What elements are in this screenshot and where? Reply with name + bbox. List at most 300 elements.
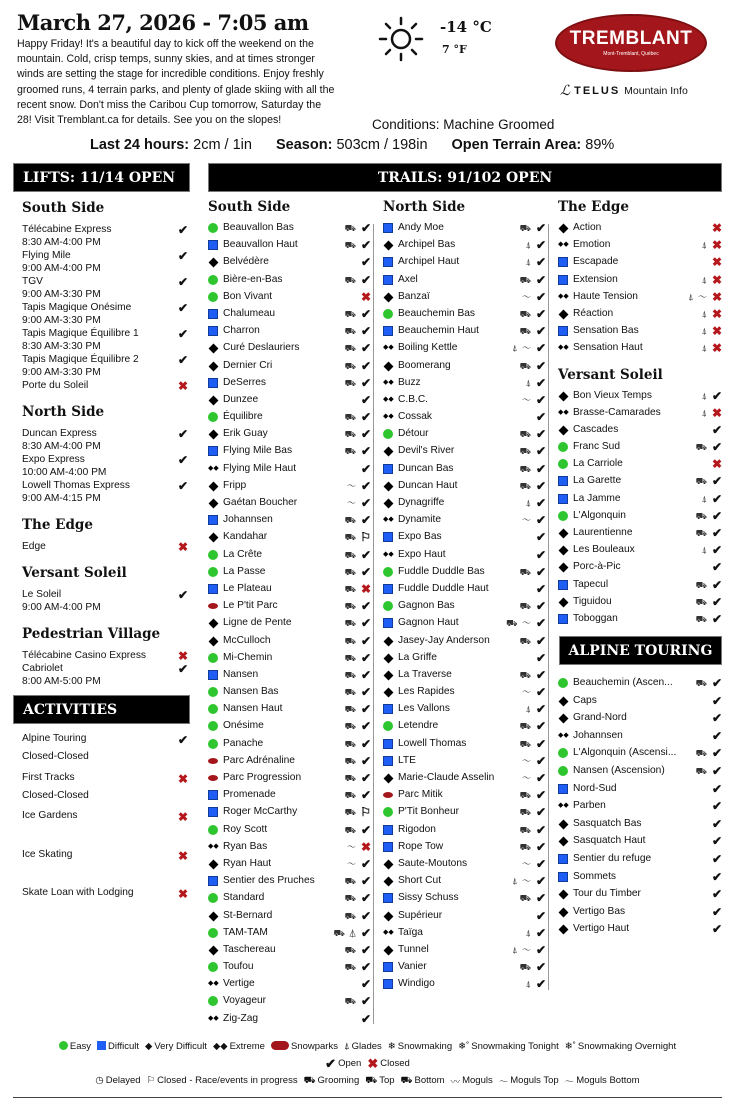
trail-name: Vertigo Haut [573, 923, 630, 935]
trail-row [383, 909, 548, 926]
trail-name: Chalumeau [223, 307, 276, 319]
trail-name: Extension [573, 273, 618, 285]
trail-row [383, 874, 548, 891]
open-check-icon: ✔ [360, 255, 371, 270]
difficult-icon [97, 1041, 106, 1053]
trail-name: La Traverse [398, 668, 452, 680]
trail-row [383, 977, 548, 994]
trail-condition-icons: ⛟ [344, 652, 357, 663]
trail-row [383, 737, 548, 754]
trail-name: Erik Guay [223, 428, 268, 440]
open-check-icon: ✔ [360, 221, 371, 235]
open-check-icon: ✔ [360, 324, 371, 339]
tremblant-logo: TREMBLANT Mont-Tremblant, Québec [555, 14, 707, 72]
trail-row [208, 462, 373, 479]
activity-row [22, 849, 192, 888]
trail-row [208, 926, 373, 943]
trail-name: Gagnon Haut [398, 617, 459, 629]
open-check-icon: ✔ [535, 238, 546, 253]
weather-panel [376, 14, 516, 64]
easy-difficulty-icon [208, 567, 218, 577]
trail-name: Réaction [573, 307, 614, 319]
very-difficulty-icon [209, 911, 219, 921]
lift-group [22, 200, 192, 392]
extreme-difficulty-icon: ◆◆ [208, 464, 219, 472]
difficult-difficulty-icon [208, 309, 218, 319]
trail-row [383, 307, 548, 324]
trail-row [558, 676, 724, 694]
trail-row [208, 341, 373, 358]
legend-item-grooming: ⛟ Grooming [303, 1074, 360, 1086]
park-difficulty-icon [208, 758, 218, 764]
difficult-difficulty-icon [558, 784, 568, 794]
trail-name: Vertigo Bas [573, 905, 626, 917]
trail-row [208, 737, 373, 754]
open-check-icon: ✔ [535, 925, 546, 940]
trail-name: Emotion [573, 239, 611, 251]
trail-name: Dynagriffe [398, 497, 445, 508]
trail-name: Kandahar [223, 531, 268, 543]
trail-condition-icons: ⛟ [344, 549, 357, 560]
trail-name: Toufou [223, 961, 254, 973]
moguls-bottom-icon: 〜 [564, 1076, 575, 1088]
trail-row [208, 719, 373, 736]
extreme-difficulty-icon: ◆◆ [383, 413, 394, 421]
easy-difficulty-icon [208, 893, 218, 903]
closed-x-icon: ✖ [177, 887, 188, 901]
lift-name: Expo Express [22, 454, 85, 465]
trail-row [558, 440, 724, 457]
legend-item-delayed: ◷ Delayed [95, 1075, 141, 1086]
extreme-difficulty-icon: ◆◆ [208, 842, 219, 850]
legend-item-difficult: Difficult [97, 1041, 139, 1053]
glades-icon: ⍋ [343, 1041, 350, 1052]
trail-name: Dunzee [223, 393, 259, 405]
trail-name: Beauchemin Bas [398, 307, 476, 319]
open-check-icon: ✔ [360, 753, 371, 768]
open-check-icon: ✔ [711, 440, 722, 455]
trail-row [383, 341, 548, 358]
snowmaking-icon: ❄ [387, 1041, 396, 1052]
trail-row [558, 457, 724, 474]
closed-x-icon: ✖ [177, 379, 188, 393]
trail-row [558, 764, 724, 782]
trail-row [208, 634, 373, 651]
very-difficulty-icon [384, 877, 394, 887]
extreme-difficulty-icon: ◆◆ [208, 1014, 219, 1022]
lift-row [22, 649, 192, 662]
trail-row [208, 444, 373, 461]
open-check-icon: ✔ [360, 427, 371, 442]
open-check-icon: ✔ [360, 564, 371, 579]
open-check-icon: ✔ [360, 341, 371, 356]
trail-name: Tour du Timber [573, 888, 641, 900]
open-check-icon: ✔ [535, 255, 546, 270]
trail-row [558, 729, 724, 747]
trail-condition-icons: ⛟ [344, 755, 357, 766]
trail-name: Tapecul [573, 578, 609, 590]
lift-row [22, 427, 192, 453]
open-check-icon: ✔ [535, 667, 546, 682]
open-check-icon: ✔ [360, 547, 371, 562]
trail-row [208, 513, 373, 530]
extreme-difficulty-icon: ◆◆ [208, 980, 219, 988]
open-check-icon: ✔ [535, 461, 546, 476]
very-difficulty-icon [559, 425, 569, 435]
difficult-difficulty-icon [558, 854, 568, 864]
legend-item-very: ◆ Very Difficult [145, 1041, 207, 1052]
very-difficulty-icon [384, 241, 394, 251]
open-check-icon: ✔ [535, 856, 546, 871]
trail-name: Les Vallons [398, 703, 450, 715]
open-check-icon: ✔ [711, 728, 722, 743]
trail-name: Caps [573, 694, 597, 706]
trail-condition-icons: ⍋ [525, 240, 532, 251]
trail-name: Haute Tension [573, 290, 638, 302]
trail-name: La Garette [573, 475, 622, 487]
difficult-difficulty-icon [383, 275, 393, 285]
difficult-difficulty-icon [208, 326, 218, 336]
open-check-icon: ✔ [535, 478, 546, 493]
lift-hours: 9:00 AM-3:30 PM [22, 367, 101, 378]
open-check-icon: ✔ [177, 249, 188, 263]
extreme-difficulty-icon: ◆◆ [558, 292, 569, 300]
trail-name: La Jamme [573, 492, 621, 504]
trail-name: Flying Mile Haut [223, 462, 297, 474]
trail-name: Sensation Haut [573, 342, 643, 354]
trail-name: Letendre [398, 720, 439, 732]
trail-row [208, 651, 373, 668]
trail-condition-icons: ⛟ [695, 678, 708, 688]
trail-condition-icons: 〜 [521, 394, 532, 405]
open-check-icon: ✔ [360, 238, 371, 253]
trail-row [208, 840, 373, 857]
lift-hours: 9:00 AM-4:15 PM [22, 493, 101, 504]
trail-condition-icons: ⍋ [525, 498, 532, 508]
very-difficulty-icon [384, 447, 394, 457]
section-title: South Side [22, 200, 105, 216]
trail-name: Belvédère [223, 256, 269, 268]
open-check-icon: ✔ [535, 908, 546, 923]
open-check-icon: ✔ [711, 611, 722, 626]
trail-condition-icons: ⍋ [525, 377, 532, 388]
trail-name: Beauchemin Haut [398, 325, 479, 337]
difficult-difficulty-icon [558, 476, 568, 486]
race-flag-icon: ⚐ [360, 530, 371, 545]
legend-item-snowmaking-tonight: ❄˚ Snowmaking Tonight [458, 1041, 559, 1052]
trails-north-side [383, 199, 548, 994]
trail-row [208, 393, 373, 410]
trail-name: Gagnon Bas [398, 600, 455, 612]
trail-name: Fuddle Duddle Haut [398, 582, 489, 594]
trail-condition-icons: ⛟ [344, 773, 357, 783]
very-difficulty-icon [209, 361, 219, 371]
trail-row [208, 788, 373, 805]
activities-header: ACTIVITIES [13, 695, 190, 724]
very-difficulty-icon [384, 688, 394, 698]
trail-name: Équilibre [223, 411, 263, 423]
trail-row [558, 578, 724, 595]
trail-name: Cossak [398, 411, 432, 423]
easy-difficulty-icon [383, 429, 393, 439]
very-difficulty-icon [559, 546, 569, 556]
trail-name: Gaétan Boucher [223, 497, 298, 508]
trail-condition-icons: ⍋ [701, 545, 708, 556]
trail-condition-icons: ⛟ [519, 326, 532, 337]
extreme-difficulty-icon: ◆◆ [383, 344, 394, 352]
lift-row [22, 353, 192, 379]
trail-condition-icons: ⛟ [519, 480, 532, 491]
trail-row [558, 238, 724, 255]
legend-item-snowmaking: ❄ Snowmaking [387, 1041, 453, 1052]
difficult-difficulty-icon [383, 618, 393, 628]
trail-name: Sasquatch Haut [573, 835, 646, 847]
open-check-icon: ✔ [177, 588, 188, 602]
trail-condition-icons: ⍋ [525, 704, 532, 715]
open-check-icon: ✔ [535, 719, 546, 734]
trail-row [558, 307, 724, 324]
trail-row [383, 427, 548, 444]
lift-hours: 8:30 AM-4:00 PM [22, 441, 101, 452]
trail-row [383, 462, 548, 479]
lift-group [22, 404, 192, 505]
trail-name: Jasey-Jay Anderson [398, 634, 490, 646]
trail-row [558, 423, 724, 440]
trail-name: Banzaï [398, 290, 430, 302]
trail-row [208, 668, 373, 685]
trail-name: Dernier Cri [223, 359, 273, 371]
difficult-difficulty-icon [208, 446, 218, 456]
trail-row [208, 599, 373, 616]
trail-condition-icons: 〜 [521, 687, 532, 698]
very-difficulty-icon [209, 859, 219, 869]
trail-row [383, 565, 548, 582]
trail-condition-icons: ⍋ [525, 979, 532, 990]
temperature-celsius: -14 °C [440, 18, 492, 36]
easy-difficulty-icon [208, 739, 218, 749]
trail-name: Panache [223, 737, 264, 749]
very-difficulty-icon [209, 258, 219, 268]
trail-row [208, 427, 373, 444]
lift-group [22, 517, 192, 553]
difficult-difficulty-icon [558, 257, 568, 267]
open-check-icon: ✔ [535, 788, 546, 803]
open-check-icon: ✔ [711, 763, 722, 778]
trail-row [208, 857, 373, 874]
trail-name: Parc Progression [223, 772, 302, 783]
trail-row [558, 560, 724, 577]
trail-name: Beauvallon Haut [223, 239, 298, 251]
activity-hours: Closed-Closed [22, 789, 89, 801]
trail-name: Boomerang [398, 359, 451, 371]
trail-name: Ryan Haut [223, 857, 272, 869]
trail-condition-icons: ⛟ [344, 790, 357, 801]
grooming-icon: ⛟ [303, 1074, 316, 1086]
activity-row [22, 887, 192, 926]
section-title: Pedestrian Village [22, 626, 161, 642]
extreme-difficulty-icon: ◆◆ [383, 395, 394, 403]
lift-name: TGV [22, 276, 43, 287]
lift-hours: 8:30 AM-4:00 PM [22, 237, 101, 248]
open-check-icon: ✔ [360, 444, 371, 459]
park-icon [271, 1041, 289, 1053]
very-difficulty-icon [384, 292, 394, 302]
trail-condition-icons: ⛟ [344, 326, 357, 337]
lift-hours: 8:30 AM-3:30 PM [22, 341, 101, 352]
trail-name: Sommets [573, 870, 617, 882]
open-check-icon: ✔ [711, 746, 722, 761]
trail-row [558, 612, 724, 629]
lift-row [22, 540, 192, 553]
trail-row [383, 548, 548, 565]
extreme-difficulty-icon: ◆◆ [558, 344, 569, 352]
closed-x-icon: ✖ [711, 255, 722, 270]
closed-x-icon: ✖ [711, 221, 722, 235]
lift-name: Lowell Thomas Express [22, 480, 130, 491]
trail-name: Boiling Kettle [398, 342, 458, 354]
closed-x-icon: ✖ [711, 306, 722, 321]
park-difficulty-icon [208, 775, 218, 781]
trail-condition-icons: ⛟ [695, 510, 708, 521]
trail-row [208, 771, 373, 788]
trail-condition-icons: ⍋ [525, 927, 532, 938]
trail-row [558, 817, 724, 835]
trail-row [383, 376, 548, 393]
trail-condition-icons: ⛟ [519, 807, 532, 818]
trail-row [208, 891, 373, 908]
trail-name: Johannsen [223, 514, 273, 526]
very-difficulty-icon [559, 391, 569, 401]
very-difficulty-icon [559, 819, 569, 829]
trail-row [383, 513, 548, 530]
trail-row [383, 479, 548, 496]
trail-name: Andy Moe [398, 222, 444, 233]
easy-difficulty-icon [558, 511, 568, 521]
trail-condition-icons: ⍋ [701, 390, 708, 401]
trail-name: C.B.C. [398, 393, 429, 405]
activity-name: Ice Gardens [22, 810, 78, 821]
open-check-icon: ✔ [535, 650, 546, 665]
closed-x-icon: ✖ [177, 649, 188, 663]
trail-row [383, 788, 548, 805]
trail-name: Les Bouleaux [573, 544, 635, 556]
snow-stats: Last 24 hours: 2cm / 1in Season: 503cm / 198in Open Terrain Area: 89% [90, 137, 615, 153]
open-check-icon: ✔ [360, 478, 371, 493]
difficult-difficulty-icon [383, 584, 393, 594]
trail-condition-icons: ⛟ [344, 412, 357, 423]
legend-item-moguls-bottom: 〜 Moguls Bottom [564, 1075, 640, 1088]
open-check-icon: ✔ [360, 736, 371, 751]
legend-item-park: Snowparks [271, 1041, 338, 1053]
trail-row [383, 393, 548, 410]
lift-row [22, 479, 192, 505]
very-difficulty-icon [559, 224, 569, 234]
open-check-icon: ✔ [535, 942, 546, 957]
trail-name: St-Bernard [223, 909, 273, 921]
open-check-icon: ✔ [711, 816, 722, 831]
closed-x-icon: ✖ [711, 238, 722, 253]
trail-condition-icons: ⛟ [519, 566, 532, 577]
trail-condition-icons: ⍋ 〜 [512, 944, 532, 955]
lift-row [22, 249, 192, 275]
trail-name: Ligne de Pente [223, 617, 292, 629]
trail-condition-icons: ⛟ [344, 377, 357, 388]
trail-name: Taïga [398, 926, 423, 938]
easy-difficulty-icon [558, 748, 568, 758]
legend-item-moguls-top: 〜 Moguls Top [498, 1075, 559, 1088]
trail-row [208, 805, 373, 822]
trail-row [208, 359, 373, 376]
open-check-icon: ✔ [535, 822, 546, 837]
very-difficulty-icon [384, 636, 394, 646]
open-check-icon: ✔ [360, 856, 371, 871]
trail-condition-icons: 〜 [346, 841, 357, 852]
trail-name: Bière-en-Bas [223, 273, 283, 285]
open-check-icon: ✔ [535, 444, 546, 459]
moguls-top-icon: 〜 [498, 1076, 509, 1088]
trail-name: Laurentienne [573, 527, 633, 538]
sponsor-telus: ℒ TELUS Mountain Info [560, 82, 688, 98]
trail-name: Brasse-Camarades [573, 406, 661, 418]
easy-difficulty-icon [383, 807, 393, 817]
very-difficulty-icon [559, 696, 569, 706]
open-check-icon: ✔ [711, 922, 722, 937]
trail-condition-icons: 〜 [346, 480, 357, 491]
easy-difficulty-icon [208, 412, 218, 422]
closed-x-icon: ✖ [177, 810, 188, 824]
activity-row [22, 772, 192, 811]
trail-row [558, 290, 724, 307]
trail-name: L'Algonquin (Ascensi... [573, 747, 677, 759]
open-check-icon: ✔ [711, 834, 722, 849]
trail-row [208, 943, 373, 960]
open-check-icon: ✔ [360, 306, 371, 321]
trail-condition-icons: ⛟ 〜 [506, 618, 532, 629]
open-check-icon: ✔ [711, 491, 722, 506]
trail-row [208, 702, 373, 719]
lift-name: Télécabine Express [22, 224, 112, 235]
open-icon: ✔ [325, 1055, 337, 1071]
legend-item-open: ✔ Open [325, 1055, 362, 1071]
lift-name: Télécabine Casino Express [22, 650, 147, 661]
trail-name: Nansen (Ascension) [573, 764, 665, 776]
park-difficulty-icon [208, 603, 218, 609]
open-check-icon: ✔ [535, 513, 546, 528]
trail-name: Nord-Sud [573, 782, 617, 794]
trail-row [558, 474, 724, 491]
lift-group [22, 565, 192, 614]
trail-name: LTE [398, 754, 416, 766]
trail-row [383, 290, 548, 307]
open-check-icon: ✔ [535, 358, 546, 373]
trail-name: Vanier [398, 961, 427, 973]
trail-condition-icons: ⛟ [344, 532, 357, 543]
trail-name: Parc Adrénaline [223, 754, 295, 766]
open-check-icon: ✔ [360, 960, 371, 975]
open-check-icon: ✔ [360, 272, 371, 287]
alpine-touring-header: ALPINE TOURING [559, 636, 722, 665]
trail-name: Bon Vivant [223, 290, 273, 302]
trail-name: Standard [223, 892, 265, 904]
lift-hours: 9:00 AM-3:30 PM [22, 289, 101, 300]
very-difficulty-icon [384, 481, 394, 491]
trail-row [383, 582, 548, 599]
open-check-icon: ✔ [711, 904, 722, 919]
trail-name: Expo Bas [398, 531, 442, 543]
activity-row [22, 733, 192, 772]
trail-row [383, 496, 548, 513]
open-check-icon: ✔ [360, 891, 371, 906]
